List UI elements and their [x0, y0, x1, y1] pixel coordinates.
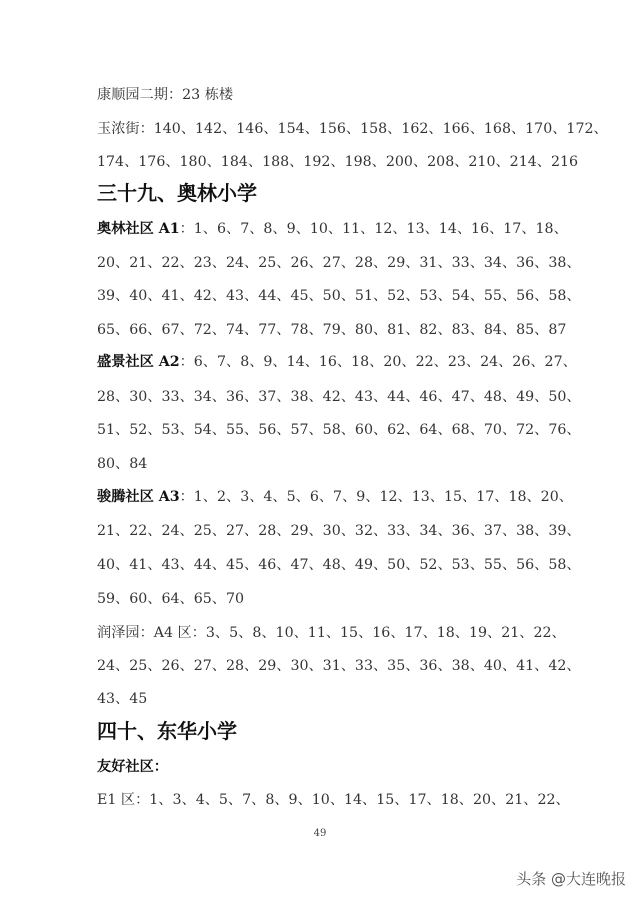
watermark: 头条 @大连晚报: [516, 870, 626, 888]
community-label: 友好社区：: [97, 759, 168, 775]
text-line: 28、30、33、34、36、37、38、42、43、44、46、47、48、49、50、: [97, 389, 581, 405]
section-heading: 四十、东华小学: [97, 719, 237, 743]
text-line: [97, 487, 573, 507]
text-line: 21、22、24、25、27、28、29、30、32、33、34、36、37、38、39、: [97, 523, 581, 539]
text-line: 80、84: [97, 456, 148, 472]
text-line: 玉浓街：140、142、146、154、156、158、162、166、168、170、172、: [97, 121, 608, 137]
text-line: [97, 352, 577, 372]
text-line: 39、40、41、42、43、44、45、50、51、52、53、54、55、56、58、: [97, 288, 581, 304]
text-line: 43、45: [97, 691, 148, 707]
text-line: [97, 757, 168, 777]
text-span: ：1、2、3、4、5、6、7、9、12、13、15、17、18、20、: [179, 489, 573, 505]
text-span: ：6、7、8、9、14、16、18、20、22、23、24、26、27、: [179, 354, 577, 370]
community-label: 奥林社区 A1: [97, 221, 180, 237]
text-line: 20、21、22、23、24、25、26、27、28、29、31、33、34、36、38、: [97, 255, 581, 271]
text-line: 59、60、64、65、70: [97, 591, 245, 607]
text-line: 40、41、43、44、45、46、47、48、49、50、52、53、55、56、58、: [97, 557, 581, 573]
text-line: 润泽园：A4 区：3、5、8、10、11、15、16、17、18、19、21、22、: [97, 625, 566, 641]
text-line: [97, 219, 568, 239]
community-label: 盛景社区 A2: [97, 354, 180, 370]
text-line: E1 区：1、3、4、5、7、8、9、10、14、15、17、18、20、21、22、: [97, 792, 570, 808]
text-span: ：1、6、7、8、9、10、11、12、13、14、16、17、18、: [179, 221, 568, 237]
text-line: 康顺园二期：23 栋楼: [97, 87, 234, 103]
text-line: 24、25、26、27、28、29、30、31、33、35、36、38、40、41、42、: [97, 658, 581, 674]
section-heading: 三十九、奥林小学: [97, 181, 257, 205]
text-line: 65、66、67、72、74、77、78、79、80、81、82、83、84、85、87: [97, 322, 567, 338]
page-number: 49: [313, 828, 327, 839]
text-line: 51、52、53、54、55、56、57、58、60、62、64、68、70、72、76、: [97, 422, 581, 438]
community-label: 骏腾社区 A3: [97, 489, 180, 505]
text-line: 174、176、180、184、188、192、198、200、208、210、214、216: [97, 154, 579, 170]
